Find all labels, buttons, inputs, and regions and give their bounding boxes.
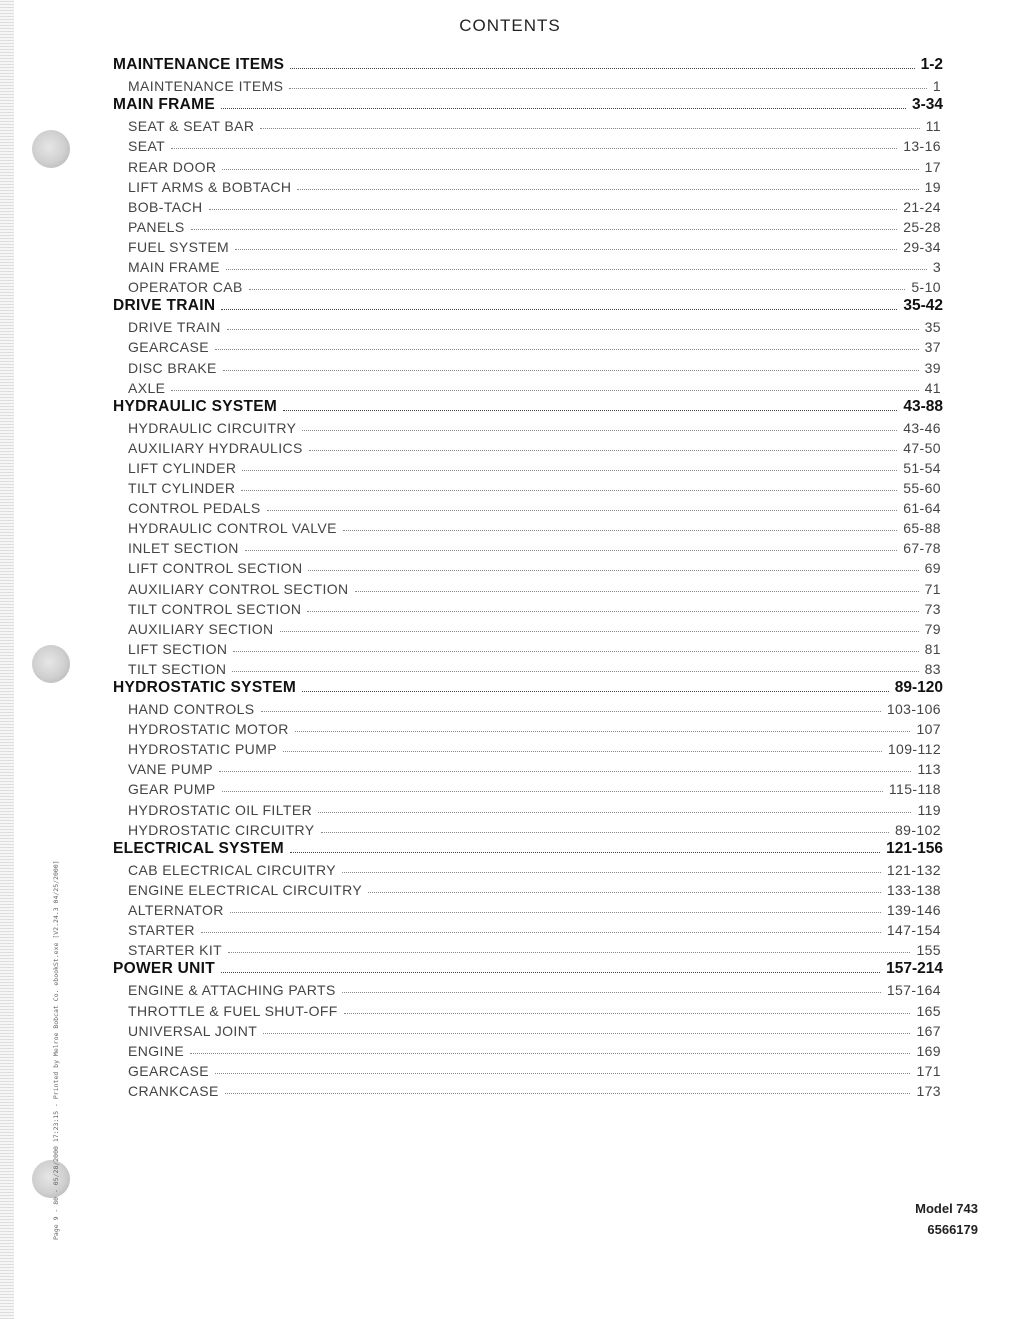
toc-item-row xyxy=(0,275,1020,295)
dot-leader xyxy=(215,1073,910,1074)
toc-item-pages: 133-138 xyxy=(886,881,941,898)
toc-item-title: DISC BRAKE xyxy=(128,359,217,376)
toc-item-title: GEAR PUMP xyxy=(128,781,216,798)
toc-section-pages: 35-42 xyxy=(903,297,943,315)
toc-item-row xyxy=(0,1019,1020,1039)
dot-leader xyxy=(249,289,906,290)
dot-leader xyxy=(355,591,919,592)
toc-item-row xyxy=(0,376,1020,396)
toc-item-row xyxy=(0,818,1020,838)
toc-item-row xyxy=(0,74,1020,94)
toc-item-pages: 173 xyxy=(916,1082,941,1099)
toc-item-pages: 121-132 xyxy=(886,861,941,878)
dot-leader xyxy=(290,68,914,69)
dot-leader xyxy=(242,470,897,471)
toc-item-pages: 165 xyxy=(916,1002,941,1019)
toc-item-pages: 19 xyxy=(924,178,941,195)
toc-item-pages: 39 xyxy=(924,359,941,376)
toc-item-title: TILT CYLINDER xyxy=(128,480,236,497)
dot-leader xyxy=(190,1053,910,1054)
dot-leader xyxy=(344,1013,911,1014)
dot-leader xyxy=(232,671,918,672)
dot-leader xyxy=(221,972,880,973)
dot-leader xyxy=(225,1093,911,1094)
toc-section-title: MAINTENANCE ITEMS xyxy=(113,56,285,74)
toc-item-row xyxy=(0,737,1020,757)
toc-section-title: POWER UNIT xyxy=(113,960,216,978)
toc-item-pages: 67-78 xyxy=(903,540,941,557)
toc-item-pages: 167 xyxy=(916,1022,941,1039)
toc-item-title: HYDRAULIC CONTROL VALVE xyxy=(128,520,337,537)
toc-item-pages: 169 xyxy=(916,1042,941,1059)
toc-item-row xyxy=(0,456,1020,476)
toc-item-title: PANELS xyxy=(128,218,185,235)
dot-leader xyxy=(297,189,918,190)
toc-item-row xyxy=(0,255,1020,275)
toc-item-pages: 35 xyxy=(924,319,941,336)
dot-leader xyxy=(222,791,883,792)
page-title: CONTENTS xyxy=(459,16,561,35)
dot-leader xyxy=(342,992,881,993)
toc-section-title: HYDRAULIC SYSTEM xyxy=(113,397,278,415)
dot-leader xyxy=(227,329,919,330)
toc-item-pages: 113 xyxy=(917,761,941,778)
toc-item-title: HYDRAULIC CIRCUITRY xyxy=(128,419,297,436)
dot-leader xyxy=(343,530,897,531)
toc-section-pages: 1-2 xyxy=(920,56,943,74)
toc-section-row xyxy=(0,295,1020,315)
toc-item-pages: 17 xyxy=(924,158,941,175)
toc-item-pages: 55-60 xyxy=(903,480,941,497)
dot-leader xyxy=(221,309,897,310)
toc-item-title: LIFT CONTROL SECTION xyxy=(128,560,303,577)
toc-item-title: UNIVERSAL JOINT xyxy=(128,1022,258,1039)
toc-section-row xyxy=(0,958,1020,978)
toc-item-title: MAINTENANCE ITEMS xyxy=(128,78,284,95)
toc-item-row xyxy=(0,576,1020,596)
dot-leader xyxy=(219,771,911,772)
toc-item-pages: 83 xyxy=(924,660,941,677)
toc-item-row xyxy=(0,1079,1020,1099)
toc-item-row xyxy=(0,315,1020,335)
dot-leader xyxy=(260,128,919,129)
toc-item-pages: 69 xyxy=(924,560,941,577)
dot-leader xyxy=(295,731,911,732)
toc-item-pages: 79 xyxy=(924,620,941,637)
toc-item-pages: 171 xyxy=(916,1062,941,1079)
toc-item-title: CRANKCASE xyxy=(128,1082,219,1099)
toc-item-pages: 11 xyxy=(925,118,941,135)
toc-item-row xyxy=(0,978,1020,998)
toc-item-row xyxy=(0,858,1020,878)
toc-section-row xyxy=(0,838,1020,858)
toc-item-pages: 41 xyxy=(924,379,941,396)
toc-section-pages: 157-214 xyxy=(886,960,943,978)
toc-item-title: ENGINE xyxy=(128,1042,185,1059)
toc-item-title: MAIN FRAME xyxy=(128,259,220,276)
toc-section-row xyxy=(0,677,1020,697)
dot-leader xyxy=(267,510,898,511)
dot-leader xyxy=(280,631,919,632)
part-number: 6566179 xyxy=(927,1222,978,1237)
dot-leader xyxy=(321,832,889,833)
toc-item-row xyxy=(0,697,1020,717)
toc-item-title: SEAT xyxy=(128,138,166,155)
dot-leader xyxy=(233,651,918,652)
toc-section-title: MAIN FRAME xyxy=(113,96,216,114)
dot-leader xyxy=(342,872,881,873)
dot-leader xyxy=(228,952,910,953)
toc-section-title: HYDROSTATIC SYSTEM xyxy=(113,679,297,696)
toc-item-pages: 1 xyxy=(932,78,941,95)
toc-item-title: AUXILIARY CONTROL SECTION xyxy=(128,580,349,597)
dot-leader xyxy=(307,611,918,612)
toc-item-pages: 51-54 xyxy=(903,459,941,476)
toc-item-row xyxy=(0,134,1020,154)
dot-leader xyxy=(261,711,881,712)
toc-item-title: GEARCASE xyxy=(128,1062,209,1079)
dot-leader xyxy=(215,349,919,350)
toc-item-pages: 157-164 xyxy=(886,982,941,999)
dot-leader xyxy=(226,269,927,270)
dot-leader xyxy=(289,88,926,89)
toc-item-pages: 65-88 xyxy=(903,520,941,537)
toc-item-title: THROTTLE & FUEL SHUT-OFF xyxy=(128,1002,338,1019)
toc-item-row xyxy=(0,215,1020,235)
toc-section-pages: 43-88 xyxy=(903,397,943,415)
toc-item-pages: 37 xyxy=(924,339,941,356)
toc-item-title: GEARCASE xyxy=(128,339,209,356)
toc-item-pages: 71 xyxy=(924,580,941,597)
dot-leader xyxy=(171,390,918,391)
toc-item-pages: 25-28 xyxy=(903,218,941,235)
toc-item-row xyxy=(0,114,1020,134)
toc-item-title: REAR DOOR xyxy=(128,158,217,175)
toc-item-title: HAND CONTROLS xyxy=(128,701,255,718)
toc-item-row xyxy=(0,938,1020,958)
dot-leader xyxy=(263,1033,910,1034)
toc-item-title: CAB ELECTRICAL CIRCUITRY xyxy=(128,861,336,878)
toc-item-row xyxy=(0,335,1020,355)
toc-item-title: CONTROL PEDALS xyxy=(128,500,261,517)
toc-item-title: TILT CONTROL SECTION xyxy=(128,600,302,617)
model-label: Model 743 xyxy=(915,1201,978,1216)
dot-leader xyxy=(308,570,918,571)
toc-item-row xyxy=(0,355,1020,375)
side-print-stamp-text: Page 9 - 80 - 05/28/2000 17:23:15 - Printed by Melroe Bobcat Co. ebookSt.exe [V2.24.3 04/25/2000] xyxy=(52,860,60,1240)
toc-item-title: VANE PUMP xyxy=(128,761,214,778)
toc-item-pages: 119 xyxy=(917,801,941,818)
toc-item-pages: 115-118 xyxy=(888,781,941,798)
toc-item-pages: 155 xyxy=(916,942,941,959)
toc-item-pages: 147-154 xyxy=(886,922,941,939)
toc-item-pages: 89-102 xyxy=(895,821,941,838)
toc-item-row xyxy=(0,536,1020,556)
table-of-contents xyxy=(0,54,1020,1099)
toc-section-pages: 89-120 xyxy=(894,679,943,696)
toc-item-row xyxy=(0,797,1020,817)
dot-leader xyxy=(223,370,919,371)
toc-item-title: HYDROSTATIC PUMP xyxy=(128,741,277,758)
toc-item-row xyxy=(0,998,1020,1018)
dot-leader xyxy=(222,169,918,170)
toc-item-row xyxy=(0,878,1020,898)
toc-item-title: SEAT & SEAT BAR xyxy=(128,118,255,135)
toc-item-row xyxy=(0,898,1020,918)
dot-leader xyxy=(171,148,897,149)
toc-item-row xyxy=(0,637,1020,657)
toc-item-row xyxy=(0,476,1020,496)
toc-item-title: LIFT SECTION xyxy=(128,640,228,657)
dot-leader xyxy=(235,249,897,250)
toc-item-pages: 21-24 xyxy=(903,198,941,215)
toc-item-row xyxy=(0,597,1020,617)
toc-item-pages: 3 xyxy=(932,259,941,276)
dot-leader xyxy=(283,751,882,752)
toc-item-title: INLET SECTION xyxy=(128,540,239,557)
toc-item-row xyxy=(0,617,1020,637)
toc-item-row xyxy=(0,416,1020,436)
toc-item-title: ALTERNATOR xyxy=(128,902,224,919)
toc-section-title: DRIVE TRAIN xyxy=(113,297,216,315)
toc-item-row xyxy=(0,556,1020,576)
toc-item-row xyxy=(0,195,1020,215)
toc-section-title: ELECTRICAL SYSTEM xyxy=(113,839,285,857)
toc-item-pages: 81 xyxy=(924,640,941,657)
toc-item-pages: 43-46 xyxy=(903,419,941,436)
dot-leader xyxy=(230,912,881,913)
toc-item-row xyxy=(0,175,1020,195)
toc-item-title: HYDROSTATIC CIRCUITRY xyxy=(128,821,315,838)
toc-item-title: AUXILIARY HYDRAULICS xyxy=(128,439,303,456)
toc-item-row xyxy=(0,154,1020,174)
toc-section-pages: 3-34 xyxy=(911,96,943,114)
toc-item-row xyxy=(0,777,1020,797)
toc-item-title: LIFT CYLINDER xyxy=(128,459,237,476)
toc-section-pages: 121-156 xyxy=(886,839,943,857)
toc-item-row xyxy=(0,235,1020,255)
toc-item-row xyxy=(0,496,1020,516)
dot-leader xyxy=(302,691,889,692)
toc-item-title: DRIVE TRAIN xyxy=(128,319,221,336)
toc-section-row xyxy=(0,54,1020,74)
toc-item-pages: 13-16 xyxy=(903,138,941,155)
toc-item-title: HYDROSTATIC OIL FILTER xyxy=(128,801,313,818)
dot-leader xyxy=(309,450,897,451)
toc-item-title: AUXILIARY SECTION xyxy=(128,620,274,637)
dot-leader xyxy=(318,812,911,813)
toc-item-pages: 73 xyxy=(924,600,941,617)
toc-item-title: OPERATOR CAB xyxy=(128,279,243,296)
toc-item-title: FUEL SYSTEM xyxy=(128,238,230,255)
toc-section-row xyxy=(0,94,1020,114)
toc-item-title: TILT SECTION xyxy=(128,660,227,677)
toc-item-pages: 5-10 xyxy=(911,279,941,296)
toc-item-pages: 29-34 xyxy=(903,238,941,255)
toc-item-row xyxy=(0,717,1020,737)
toc-item-title: HYDROSTATIC MOTOR xyxy=(128,721,289,738)
toc-item-row xyxy=(0,918,1020,938)
toc-item-title: STARTER KIT xyxy=(128,942,223,959)
model-block xyxy=(915,1198,978,1240)
toc-item-row xyxy=(0,1039,1020,1059)
toc-item-pages: 47-50 xyxy=(903,439,941,456)
dot-leader xyxy=(245,550,897,551)
toc-item-pages: 139-146 xyxy=(886,902,941,919)
toc-item-pages: 109-112 xyxy=(887,741,941,758)
dot-leader xyxy=(201,932,881,933)
toc-item-title: LIFT ARMS & BOBTACH xyxy=(128,178,292,195)
dot-leader xyxy=(290,852,880,853)
toc-item-pages: 61-64 xyxy=(903,500,941,517)
toc-section-row xyxy=(0,396,1020,416)
dot-leader xyxy=(241,490,897,491)
toc-item-title: BOB-TACH xyxy=(128,198,203,215)
toc-item-row xyxy=(0,436,1020,456)
toc-item-pages: 107 xyxy=(916,721,941,738)
dot-leader xyxy=(209,209,898,210)
toc-item-title: STARTER xyxy=(128,922,195,939)
dot-leader xyxy=(283,410,897,411)
toc-item-title: ENGINE & ATTACHING PARTS xyxy=(128,982,336,999)
toc-item-pages: 103-106 xyxy=(886,701,941,718)
toc-item-row xyxy=(0,657,1020,677)
toc-item-row xyxy=(0,757,1020,777)
toc-item-row xyxy=(0,516,1020,536)
dot-leader xyxy=(191,229,898,230)
dot-leader xyxy=(221,108,906,109)
dot-leader xyxy=(368,892,881,893)
toc-item-title: ENGINE ELECTRICAL CIRCUITRY xyxy=(128,881,363,898)
toc-item-row xyxy=(0,1059,1020,1079)
toc-item-title: AXLE xyxy=(128,379,166,396)
dot-leader xyxy=(302,430,897,431)
